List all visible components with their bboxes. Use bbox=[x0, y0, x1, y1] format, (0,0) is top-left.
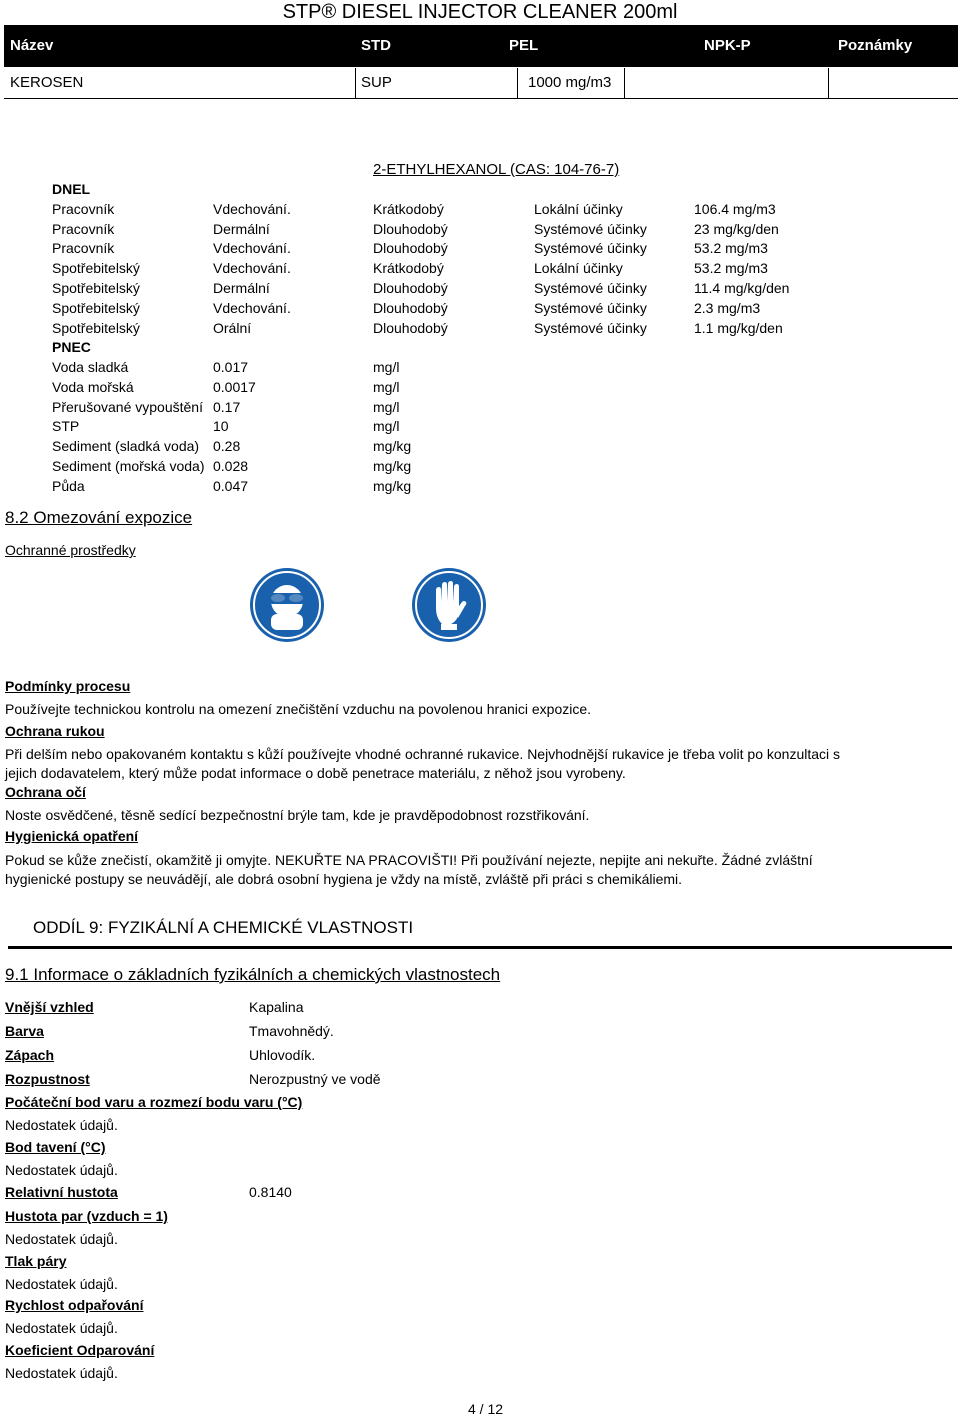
col-header-pel: PEL bbox=[509, 37, 539, 54]
dnel-cell: Vdechování. bbox=[213, 260, 291, 276]
hand-protection-label: Ochrana rukou bbox=[5, 723, 105, 739]
dnel-cell: Pracovník bbox=[52, 240, 115, 256]
pnec-cell: 0.017 bbox=[213, 359, 249, 375]
dnel-cell: Spotřebitelský bbox=[52, 260, 140, 276]
evaporation-rate-label: Rychlost odpařování bbox=[5, 1297, 144, 1313]
pnec-cell: Voda mořská bbox=[52, 379, 134, 395]
pnec-cell: Sediment (sladká voda) bbox=[52, 438, 200, 454]
cell-pel: 1000 mg/m3 bbox=[528, 74, 612, 91]
dnel-cell: Orální bbox=[213, 320, 252, 336]
pnec-cell: 0.028 bbox=[213, 458, 249, 474]
section-9-title: ODDÍL 9: FYZIKÁLNÍ A CHEMICKÉ VLASTNOSTI bbox=[33, 918, 414, 937]
evaporation-rate-value: Nedostatek údajů. bbox=[5, 1320, 118, 1336]
hygiene-measures-text-2: hygienické postupy se neuvádějí, ale dobrá osobní hygiena je vždy na místě, zvláště při práci s chemikáliemi. bbox=[5, 871, 683, 887]
document-title: STP® DIESEL INJECTOR CLEANER 200ml bbox=[282, 1, 678, 23]
col-header-std: STD bbox=[361, 37, 391, 54]
dnel-cell: Krátkodobý bbox=[373, 201, 444, 217]
pnec-cell: Půda bbox=[52, 478, 85, 494]
table-row bbox=[4, 68, 958, 99]
table-header-row bbox=[4, 25, 958, 67]
vapour-density-label: Hustota par (vzduch = 1) bbox=[5, 1208, 168, 1224]
dnel-cell: 11.4 mg/kg/den bbox=[694, 280, 790, 296]
partition-coefficient-value: Nedostatek údajů. bbox=[5, 1365, 118, 1381]
dnel-cell: Systémové účinky bbox=[534, 300, 647, 316]
melting-point-value: Nedostatek údajů. bbox=[5, 1162, 118, 1178]
section-9-1-heading: 9.1 Informace o základních fyzikálních a chemických vlastnostech bbox=[5, 965, 501, 984]
dnel-cell: Krátkodobý bbox=[373, 260, 444, 276]
melting-point-label: Bod tavení (°C) bbox=[5, 1139, 106, 1155]
property-label: Barva bbox=[5, 1023, 44, 1039]
pnec-label: PNEC bbox=[52, 339, 91, 355]
pnec-cell: mg/l bbox=[373, 359, 400, 375]
hand-protection-text-2: jejich dodavatelem, který může podat informace o době penetrace materiálu, z něhož jsou vyrobeny. bbox=[5, 765, 626, 781]
dnel-cell: Dlouhodobý bbox=[373, 240, 448, 256]
hygiene-measures-label: Hygienická opatření bbox=[5, 828, 139, 844]
eye-protection-text: Noste osvědčené, těsně sedící bezpečnostní brýle tam, kde je pravděpodobnost rozstřikování. bbox=[5, 807, 590, 823]
dnel-cell: Systémové účinky bbox=[534, 280, 647, 296]
property-label: Vnější vzhled bbox=[5, 999, 94, 1015]
dnel-cell: 23 mg/kg/den bbox=[694, 221, 779, 237]
dnel-cell: Pracovník bbox=[52, 221, 115, 237]
dnel-cell: Spotřebitelský bbox=[52, 320, 140, 336]
cell-std: SUP bbox=[361, 74, 392, 91]
section-9-heading bbox=[8, 912, 952, 949]
pnec-cell: Sediment (mořská voda) bbox=[52, 458, 205, 474]
process-conditions-text: Používejte technickou kontrolu na omezení znečištění vzduchu na povolenou hranici expozice. bbox=[5, 701, 592, 717]
property-value: Nerozpustný ve vodě bbox=[249, 1071, 381, 1087]
exposure-heading: 8.2 Omezování expozice bbox=[5, 508, 193, 527]
dnel-cell: Lokální účinky bbox=[534, 201, 623, 217]
dnel-cell: Dermální bbox=[213, 280, 270, 296]
goggles-mandatory-icon bbox=[250, 568, 324, 642]
pnec-cell: 0.17 bbox=[213, 399, 241, 415]
dnel-cell: 53.2 mg/m3 bbox=[694, 260, 768, 276]
col-header-notes: Poznámky bbox=[838, 37, 913, 54]
partition-coefficient-label: Koeficient Odparování bbox=[5, 1342, 155, 1358]
dnel-cell: Systémové účinky bbox=[534, 221, 647, 237]
relative-density-label: Relativní hustota bbox=[5, 1184, 118, 1200]
dnel-cell: 1.1 mg/kg/den bbox=[694, 320, 783, 336]
hygiene-measures-text-1: Pokud se kůže znečistí, okamžitě ji omyjte. NEKUŘTE NA PRACOVIŠTI! Při používání nejezte, nepijte ani nekuřte. Žádné zvláštní bbox=[5, 852, 813, 868]
dnel-cell: Dlouhodobý bbox=[373, 320, 448, 336]
dnel-cell: Spotřebitelský bbox=[52, 280, 140, 296]
col-header-npk: NPK-P bbox=[704, 37, 751, 54]
process-conditions-label: Podmínky procesu bbox=[5, 678, 131, 694]
dnel-cell: Dlouhodobý bbox=[373, 280, 448, 296]
boiling-point-label: Počáteční bod varu a rozmezí bodu varu (°C) bbox=[5, 1094, 303, 1110]
dnel-cell: Vdechování. bbox=[213, 201, 291, 217]
dnel-cell: Systémové účinky bbox=[534, 240, 647, 256]
substance-title: 2-ETHYLHEXANOL (CAS: 104-76-7) bbox=[373, 161, 620, 178]
pnec-cell: 0.0017 bbox=[213, 379, 256, 395]
dnel-cell: Dlouhodobý bbox=[373, 221, 448, 237]
dnel-cell: Vdechování. bbox=[213, 300, 291, 316]
dnel-cell: Pracovník bbox=[52, 201, 115, 217]
dnel-cell: Systémové účinky bbox=[534, 320, 647, 336]
protective-equipment-label: Ochranné prostředky bbox=[5, 542, 136, 558]
dnel-cell: Lokální účinky bbox=[534, 260, 623, 276]
property-value: Uhlovodík. bbox=[249, 1047, 316, 1063]
pnec-cell: mg/kg bbox=[373, 478, 412, 494]
dnel-cell: Dermální bbox=[213, 221, 270, 237]
col-header-name: Název bbox=[10, 37, 54, 54]
property-label: Zápach bbox=[5, 1047, 55, 1063]
pnec-cell: mg/l bbox=[373, 418, 400, 434]
hand-protection-text-1: Při delším nebo opakovaném kontaktu s kůží používejte vhodné ochranné rukavice. Nejvhodnější rukavice je třeba volit po konzultaci s bbox=[5, 746, 841, 762]
eye-protection-label: Ochrana očí bbox=[5, 784, 86, 800]
dnel-cell: Vdechování. bbox=[213, 240, 291, 256]
page-number: 4 / 12 bbox=[468, 1401, 504, 1417]
property-value: Kapalina bbox=[249, 999, 304, 1015]
property-value: Tmavohnědý. bbox=[249, 1023, 334, 1039]
pnec-cell: mg/l bbox=[373, 379, 400, 395]
cell-name: KEROSEN bbox=[10, 74, 84, 91]
pnec-cell: mg/kg bbox=[373, 458, 412, 474]
dnel-cell: 106.4 mg/m3 bbox=[694, 201, 776, 217]
pnec-cell: STP bbox=[52, 418, 80, 434]
pnec-cell: mg/kg bbox=[373, 438, 412, 454]
boiling-point-value: Nedostatek údajů. bbox=[5, 1117, 118, 1133]
relative-density-value: 0.8140 bbox=[249, 1184, 292, 1200]
pnec-cell: 0.28 bbox=[213, 438, 241, 454]
pnec-cell: 0.047 bbox=[213, 478, 249, 494]
pnec-cell: Přerušované vypouštění bbox=[52, 399, 203, 415]
pnec-cell: mg/l bbox=[373, 399, 400, 415]
gloves-mandatory-icon bbox=[412, 568, 486, 642]
pnec-cell: Voda sladká bbox=[52, 359, 129, 375]
dnel-cell: Dlouhodobý bbox=[373, 300, 448, 316]
vapour-density-value: Nedostatek údajů. bbox=[5, 1231, 118, 1247]
property-label: Rozpustnost bbox=[5, 1071, 90, 1087]
vapour-pressure-value: Nedostatek údajů. bbox=[5, 1276, 118, 1292]
dnel-cell: 2.3 mg/m3 bbox=[694, 300, 761, 316]
vapour-pressure-label: Tlak páry bbox=[5, 1253, 67, 1269]
pnec-cell: 10 bbox=[213, 418, 229, 434]
dnel-cell: Spotřebitelský bbox=[52, 300, 140, 316]
dnel-label: DNEL bbox=[52, 181, 91, 197]
dnel-cell: 53.2 mg/m3 bbox=[694, 240, 768, 256]
